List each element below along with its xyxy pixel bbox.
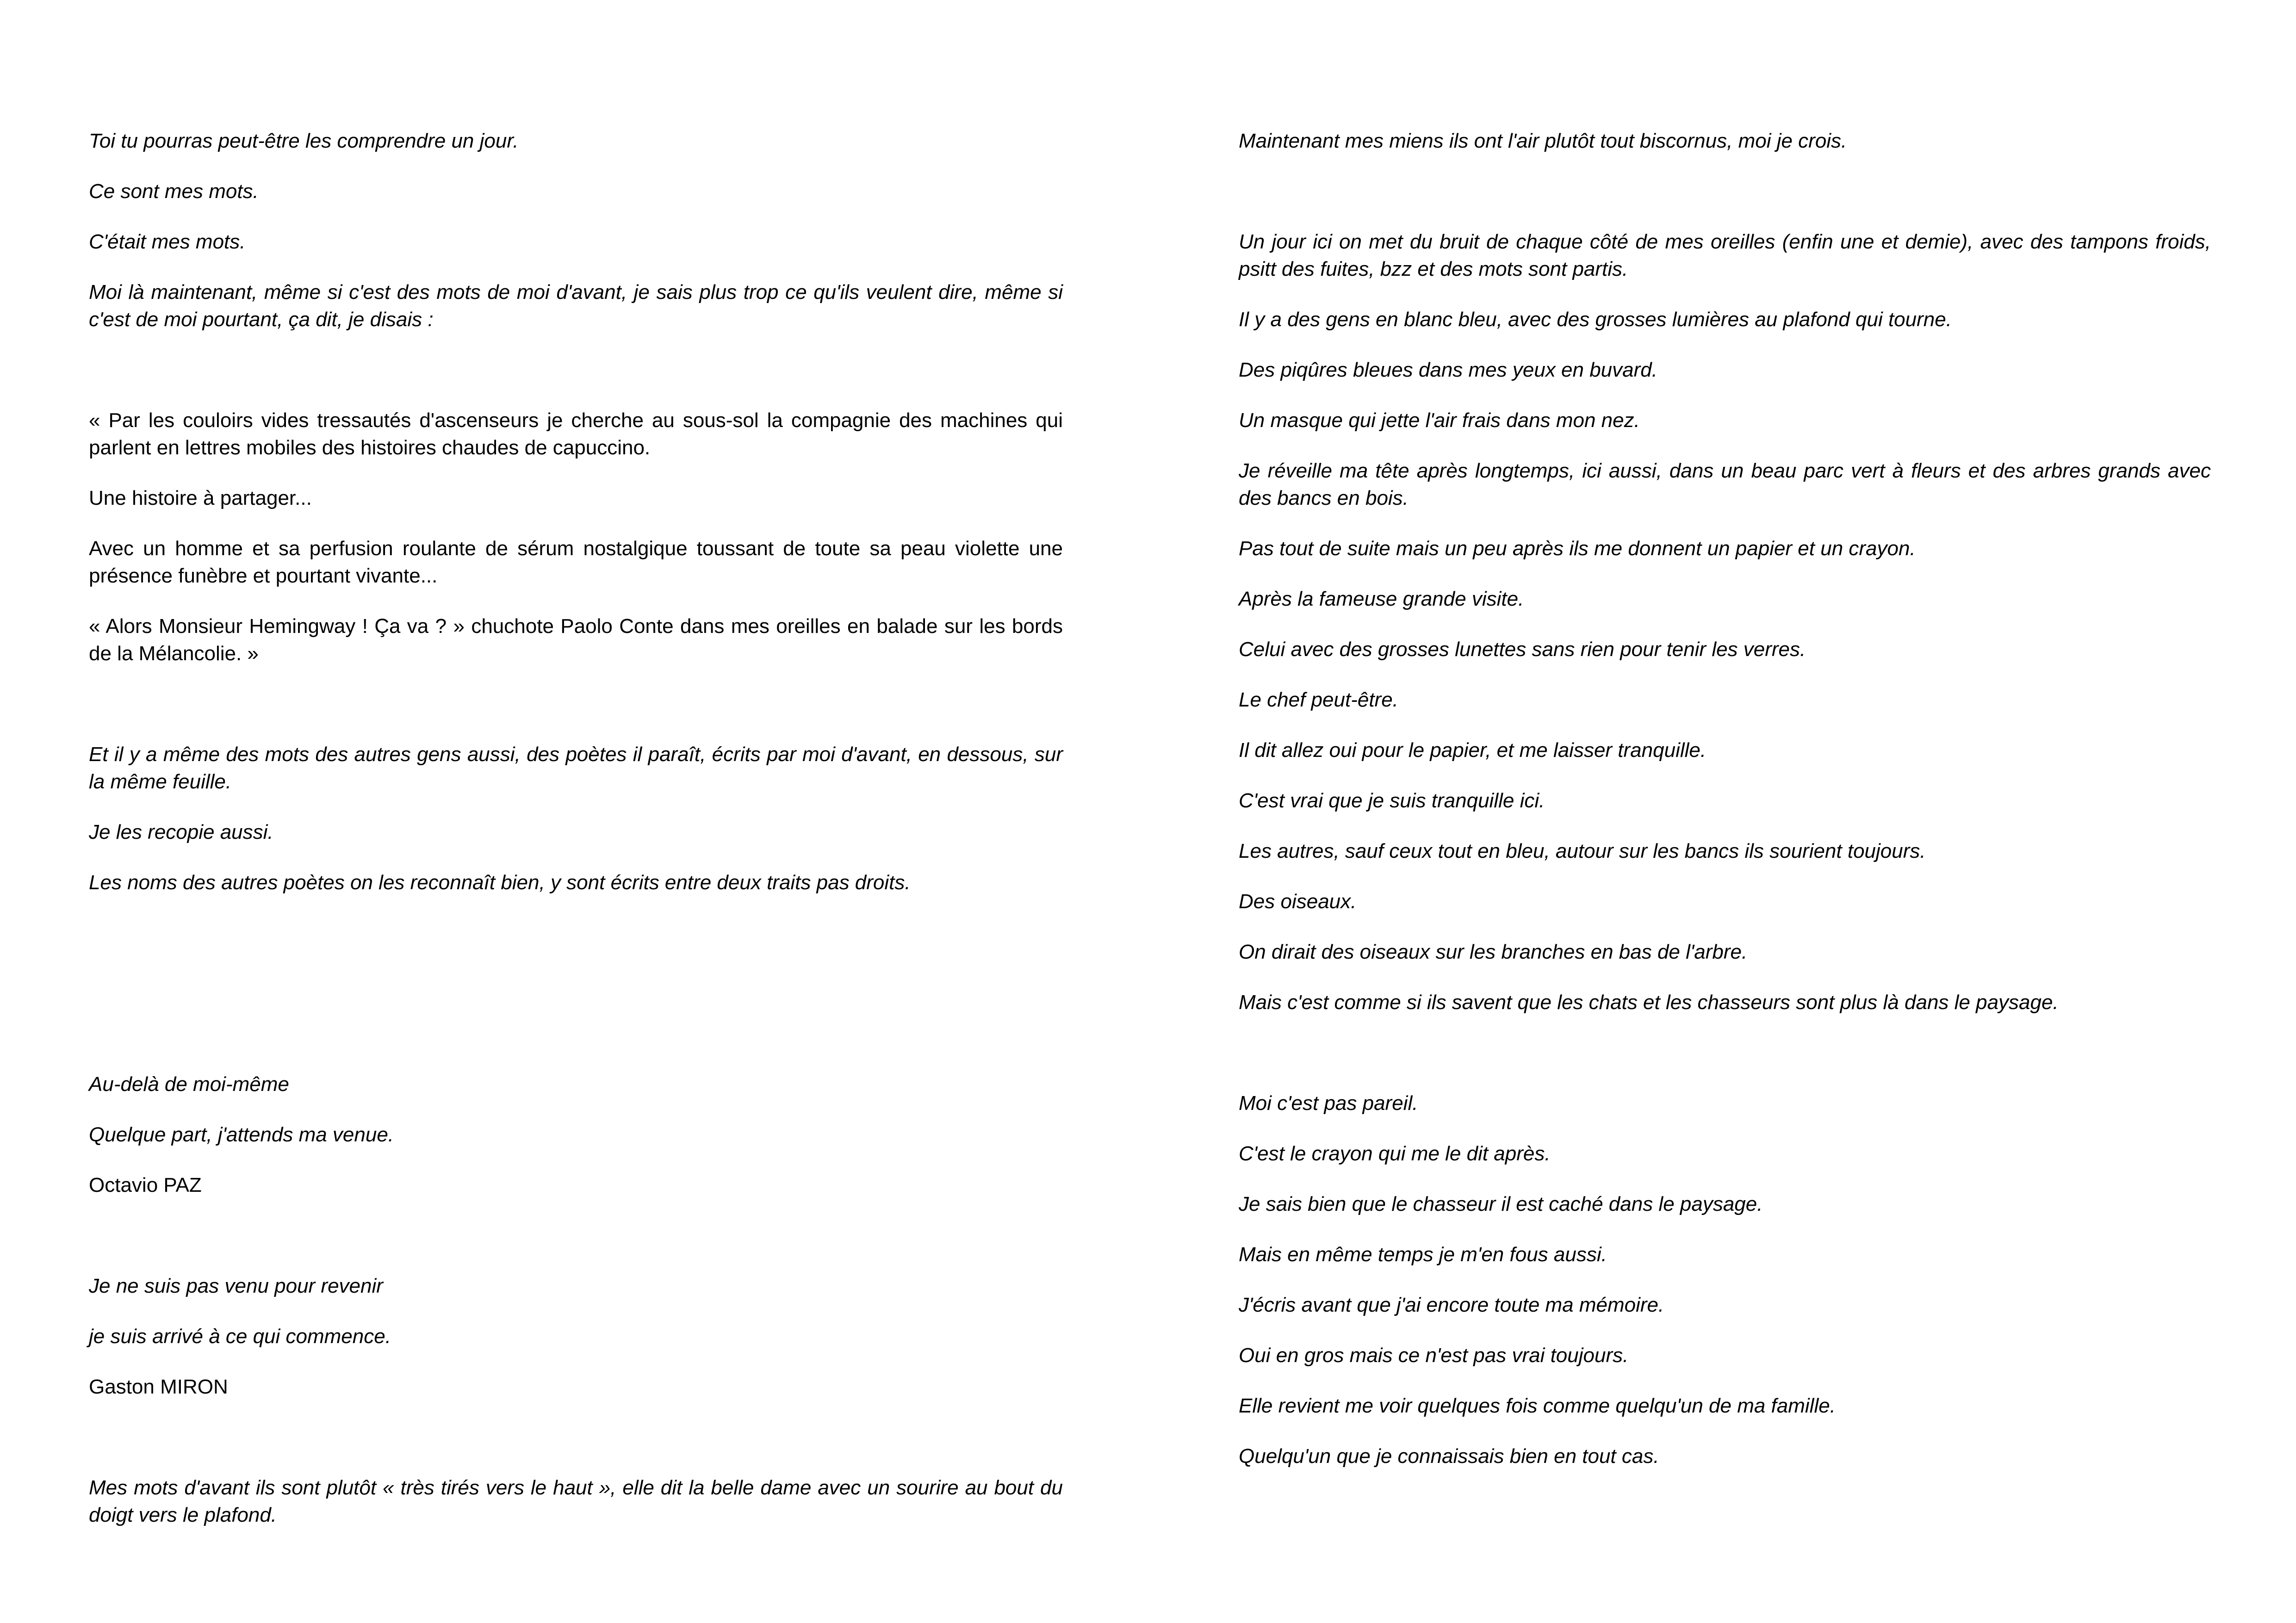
paragraph: Un jour ici on met du bruit de chaque côté de mes oreilles (enfin une et demie), avec des tampons froids, psitt des fuites, bzz et des mots sont partis.: [1239, 230, 2211, 280]
paragraph: Je réveille ma tête après longtemps, ici aussi, dans un beau parc vert à fleurs et des arbres grands avec des bancs en bois.: [1239, 459, 2211, 509]
paragraph: Pas tout de suite mais un peu après ils me donnent un papier et un crayon.: [1239, 537, 1916, 560]
paragraph: Celui avec des grosses lunettes sans rien pour tenir les verres.: [1239, 638, 1806, 661]
paragraph: Mais c'est comme si ils savent que les chats et les chasseurs sont plus là dans le paysage.: [1239, 991, 2059, 1014]
paragraph: Moi c'est pas pareil.: [1239, 1092, 1418, 1115]
paragraph: Mes mots d'avant ils sont plutôt « très tirés vers le haut », elle dit la belle dame avec un sourire au bout du doigt vers le plafond.: [89, 1476, 1063, 1526]
paragraph: On dirait des oiseaux sur les branches en bas de l'arbre.: [1239, 941, 1748, 963]
paragraph: « Par les couloirs vides tressautés d'ascenseurs je cherche au sous-sol la compagnie des machines qui parlent en lettres mobiles des histoires chaudes de capuccino.: [89, 409, 1063, 459]
paragraph-spacer: [89, 1222, 1063, 1272]
paragraph: Gaston MIRON: [89, 1375, 228, 1398]
paragraph: Les noms des autres poètes on les reconnaît bien, y sont écrits entre deux traits pas droits.: [89, 871, 911, 894]
paragraph: Quelque part, j'attends ma venue.: [89, 1123, 394, 1146]
paragraph: Avec un homme et sa perfusion roulante de sérum nostalgique toussant de toute sa peau violette une présence funèbre et pourtant vivante...: [89, 537, 1063, 587]
paragraph: Des piqûres bleues dans mes yeux en buvard.: [1239, 359, 1657, 381]
paragraph: C'était mes mots.: [89, 230, 246, 253]
left-column: [89, 127, 1063, 1552]
paragraph-spacer: [89, 690, 1063, 741]
paragraph: Octavio PAZ: [89, 1174, 202, 1196]
paragraph-spacer: [89, 356, 1063, 407]
paragraph: « Alors Monsieur Hemingway ! Ça va ? » chuchote Paolo Conte dans mes oreilles en balade sur les bords de la Mélancolie. »: [89, 615, 1063, 665]
paragraph: je suis arrivé à ce qui commence.: [89, 1325, 391, 1348]
paragraph-spacer: [1239, 1039, 2211, 1090]
paragraph: Il dit allez oui pour le papier, et me laisser tranquille.: [1239, 739, 1706, 762]
paragraph: Oui en gros mais ce n'est pas vrai toujours.: [1239, 1344, 1629, 1367]
paragraph: C'est le crayon qui me le dit après.: [1239, 1142, 1551, 1165]
paragraph: Quelqu'un que je connaissais bien en tout cas.: [1239, 1445, 1659, 1468]
paragraph: Elle revient me voir quelques fois comme quelqu'un de ma famille.: [1239, 1394, 1836, 1417]
paragraph-spacer: [89, 919, 1063, 1071]
paragraph: Après la fameuse grande visite.: [1239, 588, 1524, 610]
paragraph: Il y a des gens en blanc bleu, avec des grosses lumières au plafond qui tourne.: [1239, 308, 1952, 331]
paragraph: Maintenant mes miens ils ont l'air plutôt tout biscornus, moi je crois.: [1239, 130, 1847, 152]
paragraph: Une histoire à partager...: [89, 487, 312, 509]
paragraph: C'est vrai que je suis tranquille ici.: [1239, 789, 1545, 812]
paragraph: Un masque qui jette l'air frais dans mon nez.: [1239, 409, 1640, 432]
paragraph: Toi tu pourras peut-être les comprendre un jour.: [89, 130, 519, 152]
paragraph: Mais en même temps je m'en fous aussi.: [1239, 1243, 1607, 1266]
paragraph: Je ne suis pas venu pour revenir: [89, 1275, 383, 1297]
paragraph: Et il y a même des mots des autres gens aussi, des poètes il paraît, écrits par moi d'avant, en dessous, sur la même feuille.: [89, 743, 1063, 793]
paragraph: Le chef peut-être.: [1239, 688, 1398, 711]
paragraph: J'écris avant que j'ai encore toute ma mémoire.: [1239, 1294, 1664, 1316]
right-column: [1239, 127, 2211, 1493]
paragraph: Les autres, sauf ceux tout en bleu, autour sur les bancs ils sourient toujours.: [1239, 840, 1926, 862]
paragraph: Ce sont mes mots.: [89, 180, 259, 203]
paragraph: Au-delà de moi-même: [89, 1073, 289, 1096]
paragraph: Des oiseaux.: [1239, 890, 1357, 913]
paragraph: Moi là maintenant, même si c'est des mots de moi d'avant, je sais plus trop ce qu'ils veulent dire, même si c'est de moi pourtant, ça dit, je disais :: [89, 281, 1063, 331]
paragraph: Je les recopie aussi.: [89, 821, 273, 843]
paragraph: Je sais bien que le chasseur il est caché dans le paysage.: [1239, 1193, 1763, 1215]
paragraph-spacer: [89, 1424, 1063, 1474]
paragraph-spacer: [1239, 178, 2211, 228]
